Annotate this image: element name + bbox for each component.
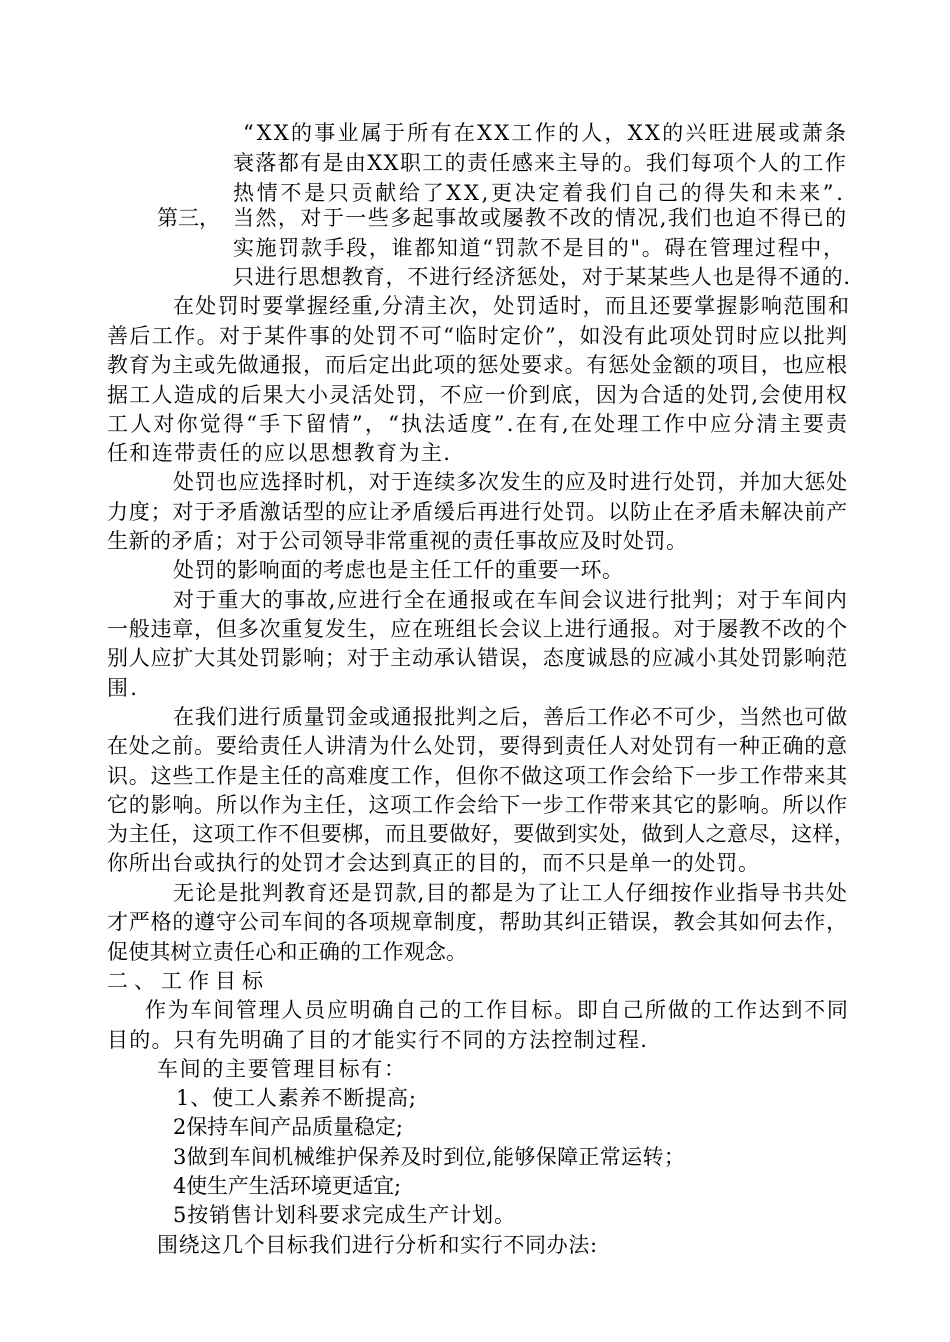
text-line: 善后工作。对于某件事的处罚不可“临时定价”，如没有此项处罚时应以批判 xyxy=(107,324,849,348)
text-line: 5按销售计划科要求完成生产计划。 xyxy=(173,1203,516,1227)
text-line: 3做到车间机械维护保养及时到位,能够保障正常运转； xyxy=(173,1145,686,1169)
text-line: “XX的事业属于所有在XX工作的人，XX的兴旺进展或萧条 xyxy=(243,121,849,145)
text-line: 在处之前。要给责任人讲清为什么处罚，要得到责任人对处罚有一种正确的意 xyxy=(107,734,848,758)
text-line: 任和连带责任的应以思想教育为主. xyxy=(107,441,452,465)
text-line: 处罚的影响面的考虑也是主任工仟的重要一环。 xyxy=(173,558,624,582)
text-line: 作为车间管理人员应明确自己的工作目标。即自己所做的工作达到不同 xyxy=(145,998,850,1022)
text-line: 一般违章，但多次重复发生，应在班组长会议上进行通报。对于屡教不改的个 xyxy=(107,617,848,641)
text-line: 当然，对于一些多起事故或屡教不改的情况,我们也迫不得已的 xyxy=(233,206,848,230)
text-line: 二、工作目标 xyxy=(107,969,269,993)
text-line: 只进行思想教育，不进行经济惩处，对于某某些人也是得不通的. xyxy=(233,265,851,289)
text-line: 无论是批判教育还是罚款,目的都是为了让工人仔细按作业指导书共处 xyxy=(173,881,849,905)
text-line: 它的影响。所以作为主任，这项工作会给下一步工作带来其它的影响。所以作 xyxy=(107,793,848,817)
text-line: 4使生产生活环境更适宜; xyxy=(173,1174,401,1198)
text-line: 围. xyxy=(107,676,140,700)
text-line: 据工人造成的后果大小灵活处罚，不应一价到底，因为合适的处罚,会使用权 xyxy=(107,383,849,407)
text-line: 实施罚款手段，谁都知道“罚款不是目的"。碍在管理过程中， xyxy=(233,236,846,260)
text-line: 目的。只有先明确了目的才能实行不同的方法控制过程. xyxy=(107,1028,649,1052)
text-line: 围绕这几个目标我们进行分析和实行不同办法: xyxy=(157,1233,598,1257)
text-line: 力度；对于矛盾激话型的应让矛盾缓后再进行处罚。以防止在矛盾未解决前产 xyxy=(107,500,848,524)
text-line: 2保持车间产品质量稳定; xyxy=(173,1115,403,1139)
text-line: 对于重大的事故,应进行全在通报或在车间会议进行批判；对于车间内 xyxy=(173,588,849,612)
text-line: 生新的矛盾；对于公司领导非常重视的责任事故应及时处罚。 xyxy=(107,529,688,553)
text-line: 为主任，这项工作不但要梆，而且要做好，要做到实处，做到人之意尽，这样， xyxy=(107,822,856,846)
text-line: 1、使工人素养不断提高; xyxy=(176,1086,417,1110)
text-line: 在处罚时要掌握经重,分清主次，处罚适时，而且还要掌握影响范围和 xyxy=(173,294,851,318)
text-line: 别人应扩大其处罚影响；对于主动承认错误，态度诚恳的应减小其处罚影响范 xyxy=(107,646,848,670)
text-line: 衰落都有是由XX职工的责任感来主导的。我们每项个人的工作 xyxy=(233,151,848,175)
text-line: 教育为主或先做通报，而后定出此项的惩处要求。有惩处金额的项目，也应根 xyxy=(107,353,848,377)
text-line: 促使其树立责任心和正确的工作观念。 xyxy=(107,940,468,964)
text-line: 识。这些工作是主任的高难度工作，但你不做这项工作会给下一步工作带来其 xyxy=(107,764,848,788)
text-line: 处罚也应选择时机，对于连续多次发生的应及时进行处罚，并加大惩处 xyxy=(173,470,848,494)
text-line: 车间的主要管理目标有： xyxy=(157,1057,407,1081)
section-label: 第三， xyxy=(157,206,220,230)
text-line: 才严格的遵守公司车间的各项规章制度，帮助其纠正错误，教会其如何去作， xyxy=(107,910,848,934)
text-line: 热情不是只贡献给了XX,更决定着我们自己的得失和未来”. xyxy=(233,181,846,205)
text-line: 你所出台或执行的处罚才会达到真正的目的，而不只是单一的处罚。 xyxy=(107,851,760,875)
text-line: 工人对你觉得“手下留情”，“执法适度”.在有,在处理工作中应分清主要责 xyxy=(107,412,850,436)
text-line: 在我们进行质量罚金或通报批判之后，善后工作必不可少，当然也可做 xyxy=(173,705,848,729)
